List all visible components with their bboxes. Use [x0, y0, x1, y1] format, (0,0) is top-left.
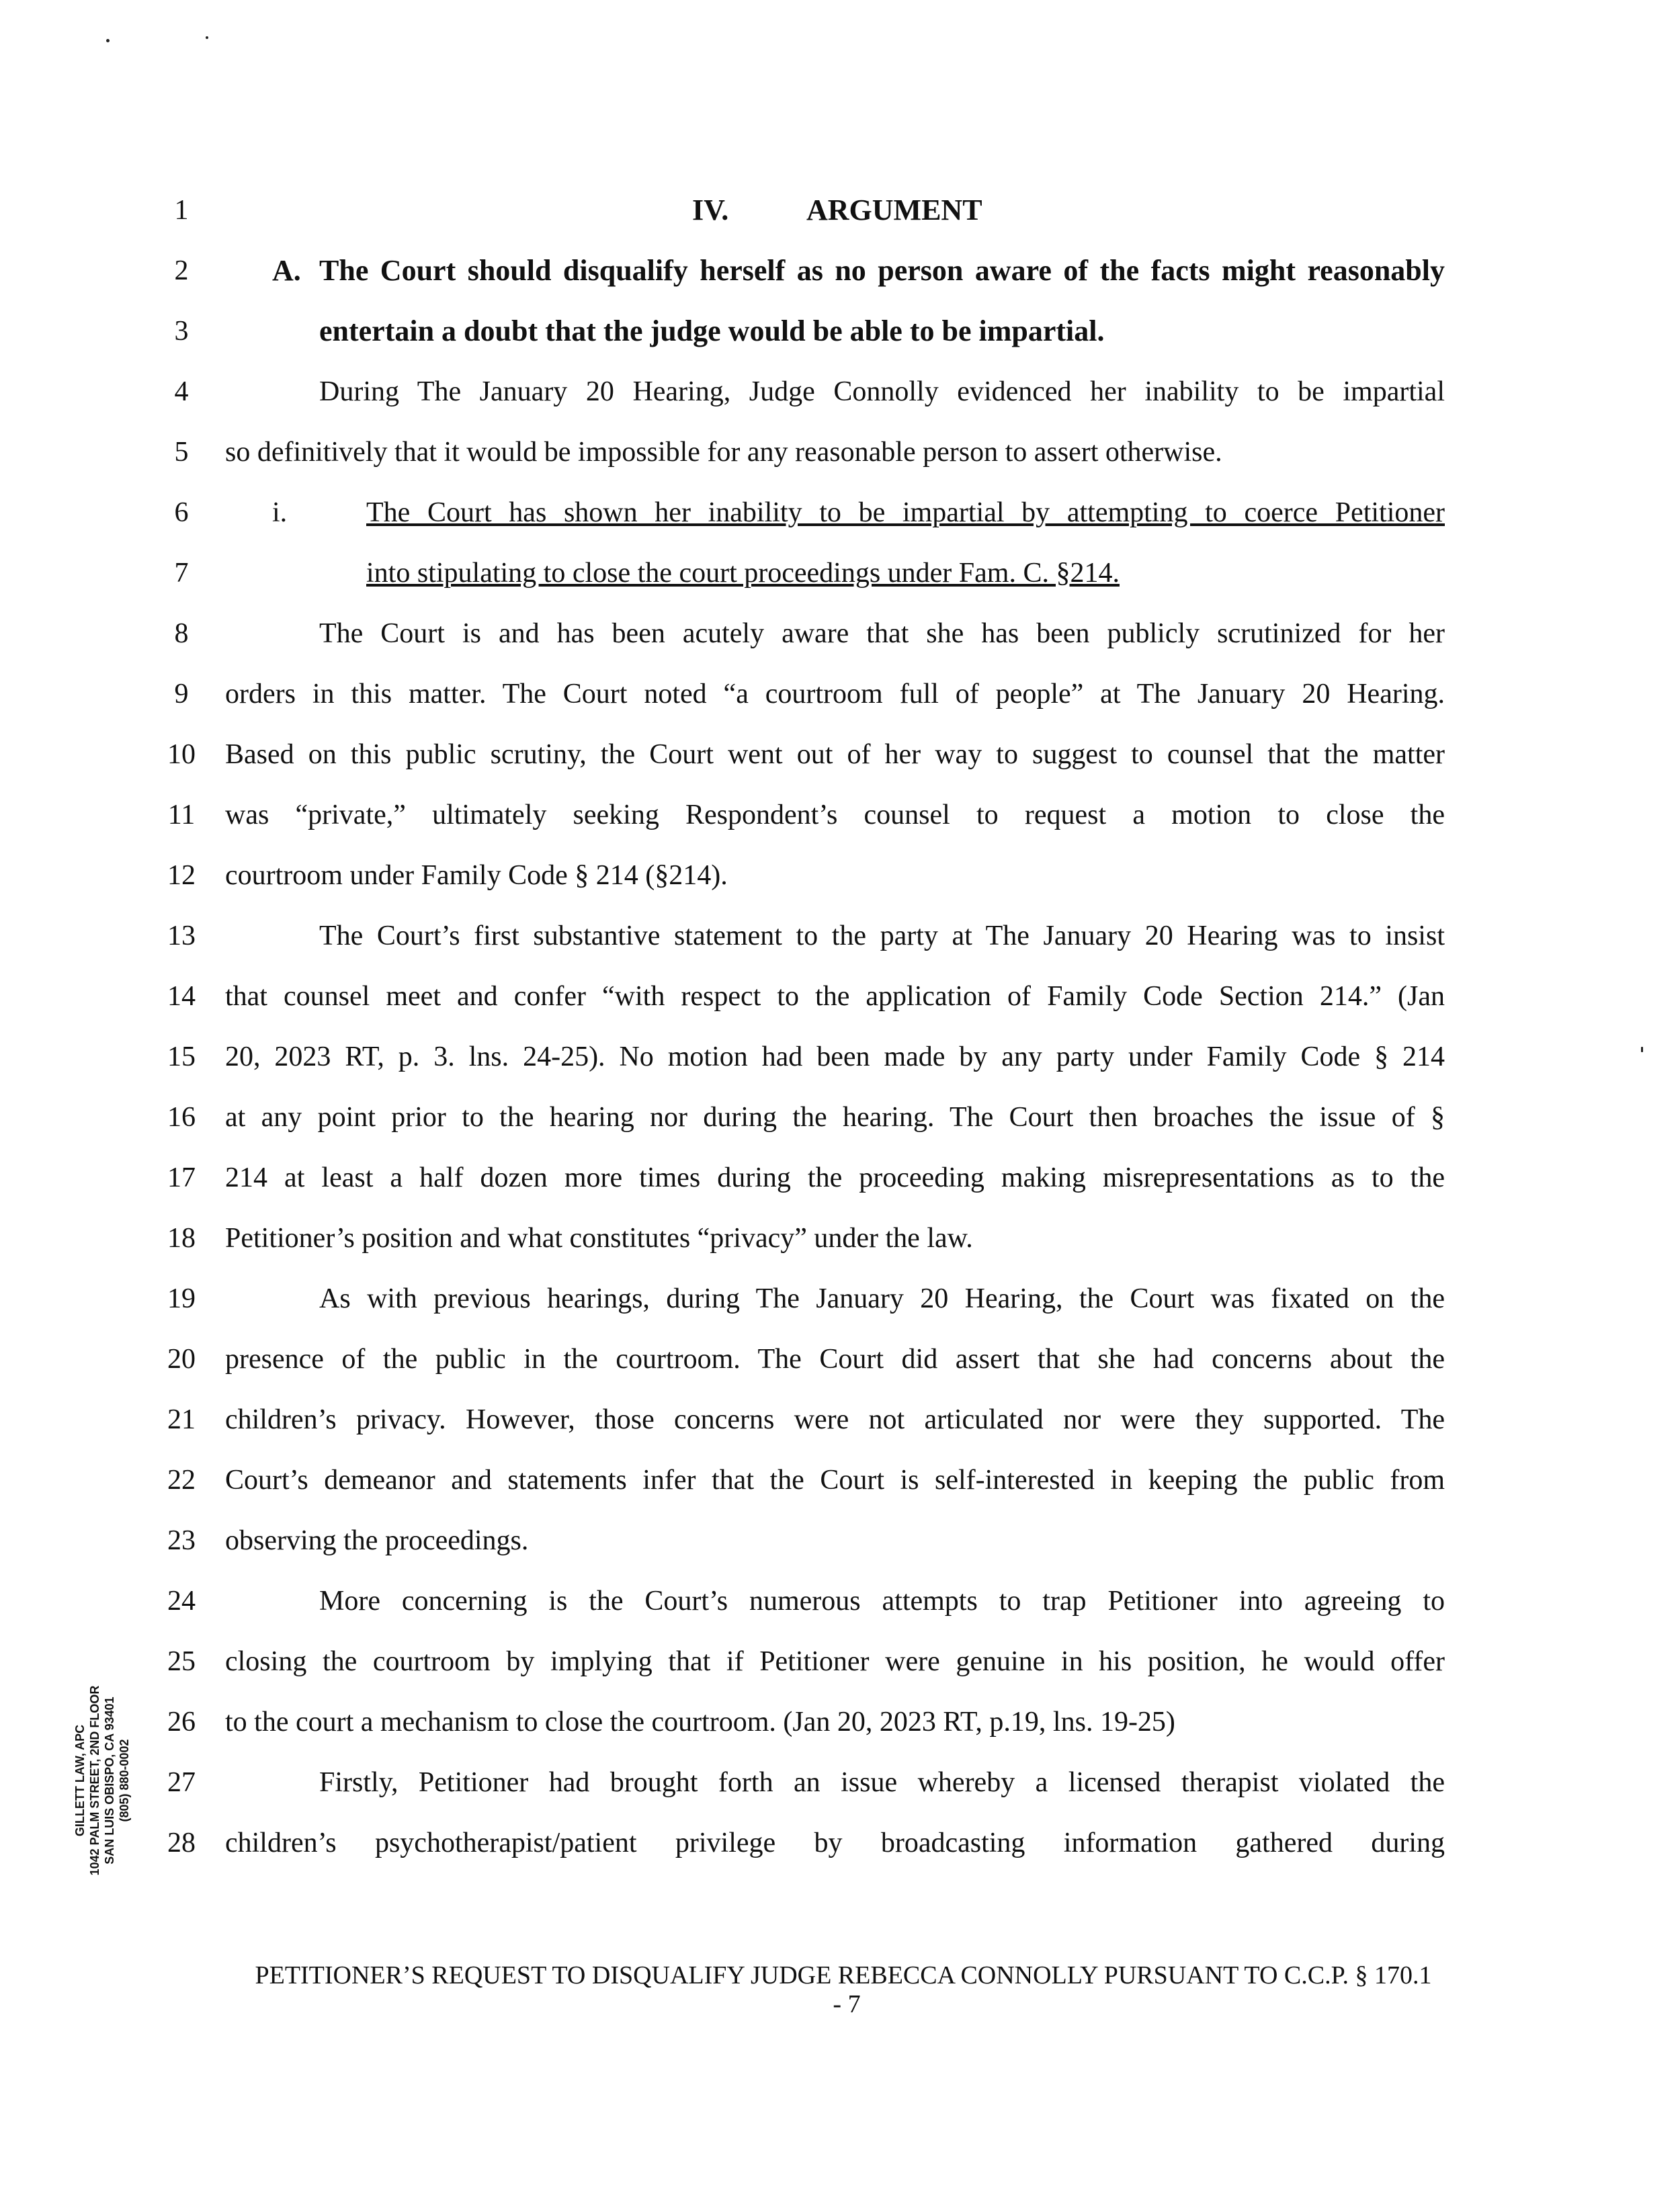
pleading-line-3 [0, 301, 1680, 361]
body-text: to the court a mechanism to close the courtroom. (Jan 20, 2023 RT, p.19, lns. 19-25) [225, 1707, 1175, 1738]
body-text: observing the proceedings. [225, 1525, 529, 1556]
pleading-line-17 [0, 1148, 1680, 1208]
body-text: 20, 2023 RT, p. 3. lns. 24-25). No motion had been made by any party under Family Code § 214 [225, 1041, 1445, 1072]
pleading-line-11 [0, 785, 1680, 845]
body-text: As with previous hearings, during The January 20 Hearing, the Court was fixated on the [319, 1283, 1445, 1314]
pleading-line-10 [0, 724, 1680, 785]
line-number: 11 [167, 800, 196, 830]
body-text: at any point prior to the hearing nor during the hearing. The Court then broaches the issue of § [225, 1102, 1445, 1133]
body-text: The Court’s first substantive statement to the party at The January 20 Hearing was to insist [319, 920, 1445, 951]
body-text: Petitioner’s position and what constitutes “privacy” under the law. [225, 1223, 973, 1254]
line-number: 22 [167, 1465, 196, 1496]
line-number: 16 [167, 1102, 196, 1133]
line-number: 8 [174, 618, 189, 649]
body-text: Court’s demeanor and statements infer that the Court is self-interested in keeping the public from [225, 1465, 1445, 1496]
body-text: Firstly, Petitioner had brought forth an issue whereby a licensed therapist violated the [319, 1767, 1445, 1798]
line-number: 12 [167, 860, 196, 891]
firm-name: GILLETT LAW, APC [73, 1724, 87, 1837]
line-number: 23 [167, 1525, 196, 1556]
subheading-a-line-1: The Court should disqualify herself as no person aware of the facts might reasonably [319, 254, 1445, 287]
line-number: 17 [167, 1162, 196, 1193]
pleading-line-13 [0, 906, 1680, 966]
pleading-line-27 [0, 1752, 1680, 1813]
body-text: The Court is and has been acutely aware that she has been publicly scrutinized for her [319, 618, 1445, 649]
pleading-line-7 [0, 543, 1680, 603]
pleading-line-24 [0, 1571, 1680, 1631]
pleading-line-18 [0, 1208, 1680, 1269]
body-text: closing the courtroom by implying that if Petitioner were genuine in his position, he would offer [225, 1646, 1445, 1677]
pleading-line-19 [0, 1269, 1680, 1329]
body-text: More concerning is the Court’s numerous attempts to trap Petitioner into agreeing to [319, 1586, 1445, 1617]
line-number: 14 [167, 981, 196, 1012]
section-title: ARGUMENT [806, 194, 982, 226]
pleading-line-15 [0, 1027, 1680, 1087]
body-text: presence of the public in the courtroom. The Court did assert that she had concerns about the [225, 1344, 1445, 1375]
line-number: 4 [174, 376, 189, 407]
section-heading [692, 180, 1095, 241]
body-text: that counsel meet and confer “with respect to the application of Family Code Section 214.” (Jan [225, 981, 1445, 1012]
pleading-line-9 [0, 664, 1680, 724]
body-text: children’s privacy. However, those concerns were not articulated nor were they supported. The [225, 1404, 1445, 1435]
body-text: courtroom under Family Code § 214 (§214). [225, 860, 728, 891]
subheading-i-label: i. [272, 497, 288, 528]
body-text: so definitively that it would be impossible for any reasonable person to assert otherwise. [225, 437, 1222, 468]
body-text: orders in this matter. The Court noted “a courtroom full of people” at The January 20 Hearing. [225, 679, 1445, 710]
firm-street: 1042 PALM STREET, 2ND FLOOR [88, 1685, 101, 1876]
line-number: 1 [174, 195, 189, 226]
section-roman-numeral: IV. [692, 194, 729, 226]
body-text: 214 at least a half dozen more times during the proceeding making misrepresentations as to the [225, 1162, 1445, 1193]
pleading-line-2 [0, 241, 1680, 301]
scan-speck [206, 36, 208, 39]
pleading-line-12 [0, 845, 1680, 906]
pleading-line-1 [0, 180, 1680, 241]
body-text: was “private,” ultimately seeking Respondent’s counsel to request a motion to close the [225, 800, 1445, 830]
document-footer-title: PETITIONER’S REQUEST TO DISQUALIFY JUDGE REBECCA CONNOLLY PURSUANT TO C.C.P. § 170.1 [255, 1961, 1432, 1989]
line-number: 2 [174, 255, 189, 286]
body-text: Based on this public scrutiny, the Court went out of her way to suggest to counsel that the matter [225, 739, 1445, 770]
line-number: 21 [167, 1404, 196, 1435]
line-number: 28 [167, 1828, 196, 1858]
pleading-line-14 [0, 966, 1680, 1027]
firm-phone: (805) 880-0002 [118, 1739, 131, 1822]
line-number: 25 [167, 1646, 196, 1677]
subheading-a-label: A. [272, 254, 301, 287]
subheading-i-line-2: into stipulating to close the court proceedings under Fam. C. §214. [366, 558, 1120, 589]
line-number: 20 [167, 1344, 196, 1375]
pleading-line-28 [0, 1813, 1680, 1873]
line-number: 10 [167, 739, 196, 770]
pleading-line-23 [0, 1510, 1680, 1571]
line-number: 18 [167, 1223, 196, 1254]
subheading-a-line-2: entertain a doubt that the judge would be able to be impartial. [319, 314, 1105, 347]
law-firm-block [73, 1626, 167, 1935]
line-number: 13 [167, 920, 196, 951]
line-number: 24 [167, 1586, 196, 1617]
line-number: 6 [174, 497, 189, 528]
body-text: children’s psychotherapist/patient privilege by broadcasting information gathered during [225, 1828, 1445, 1858]
line-number: 26 [167, 1707, 196, 1738]
firm-city: SAN LUIS OBISPO, CA 93401 [103, 1697, 116, 1865]
pleading-line-4 [0, 361, 1680, 422]
pleading-line-16 [0, 1087, 1680, 1148]
body-text: During The January 20 Hearing, Judge Connolly evidenced her inability to be impartial [319, 376, 1445, 407]
pleading-line-22 [0, 1450, 1680, 1510]
pleading-line-8 [0, 603, 1680, 664]
page-number: - 7 [833, 1990, 861, 2018]
pleading-line-26 [0, 1692, 1680, 1752]
pleading-line-21 [0, 1389, 1680, 1450]
line-number: 5 [174, 437, 189, 468]
pleading-line-25 [0, 1631, 1680, 1692]
line-number: 3 [174, 316, 189, 347]
line-number: 19 [167, 1283, 196, 1314]
pleading-line-5 [0, 422, 1680, 482]
line-number: 9 [174, 679, 189, 710]
line-number: 15 [167, 1041, 196, 1072]
line-number: 7 [174, 558, 189, 589]
scan-speck [106, 39, 110, 42]
pleading-line-20 [0, 1329, 1680, 1389]
subheading-i-line-1: The Court has shown her inability to be impartial by attempting to coerce Petitioner [366, 497, 1445, 528]
pleading-line-6 [0, 482, 1680, 543]
line-number: 27 [167, 1767, 196, 1798]
